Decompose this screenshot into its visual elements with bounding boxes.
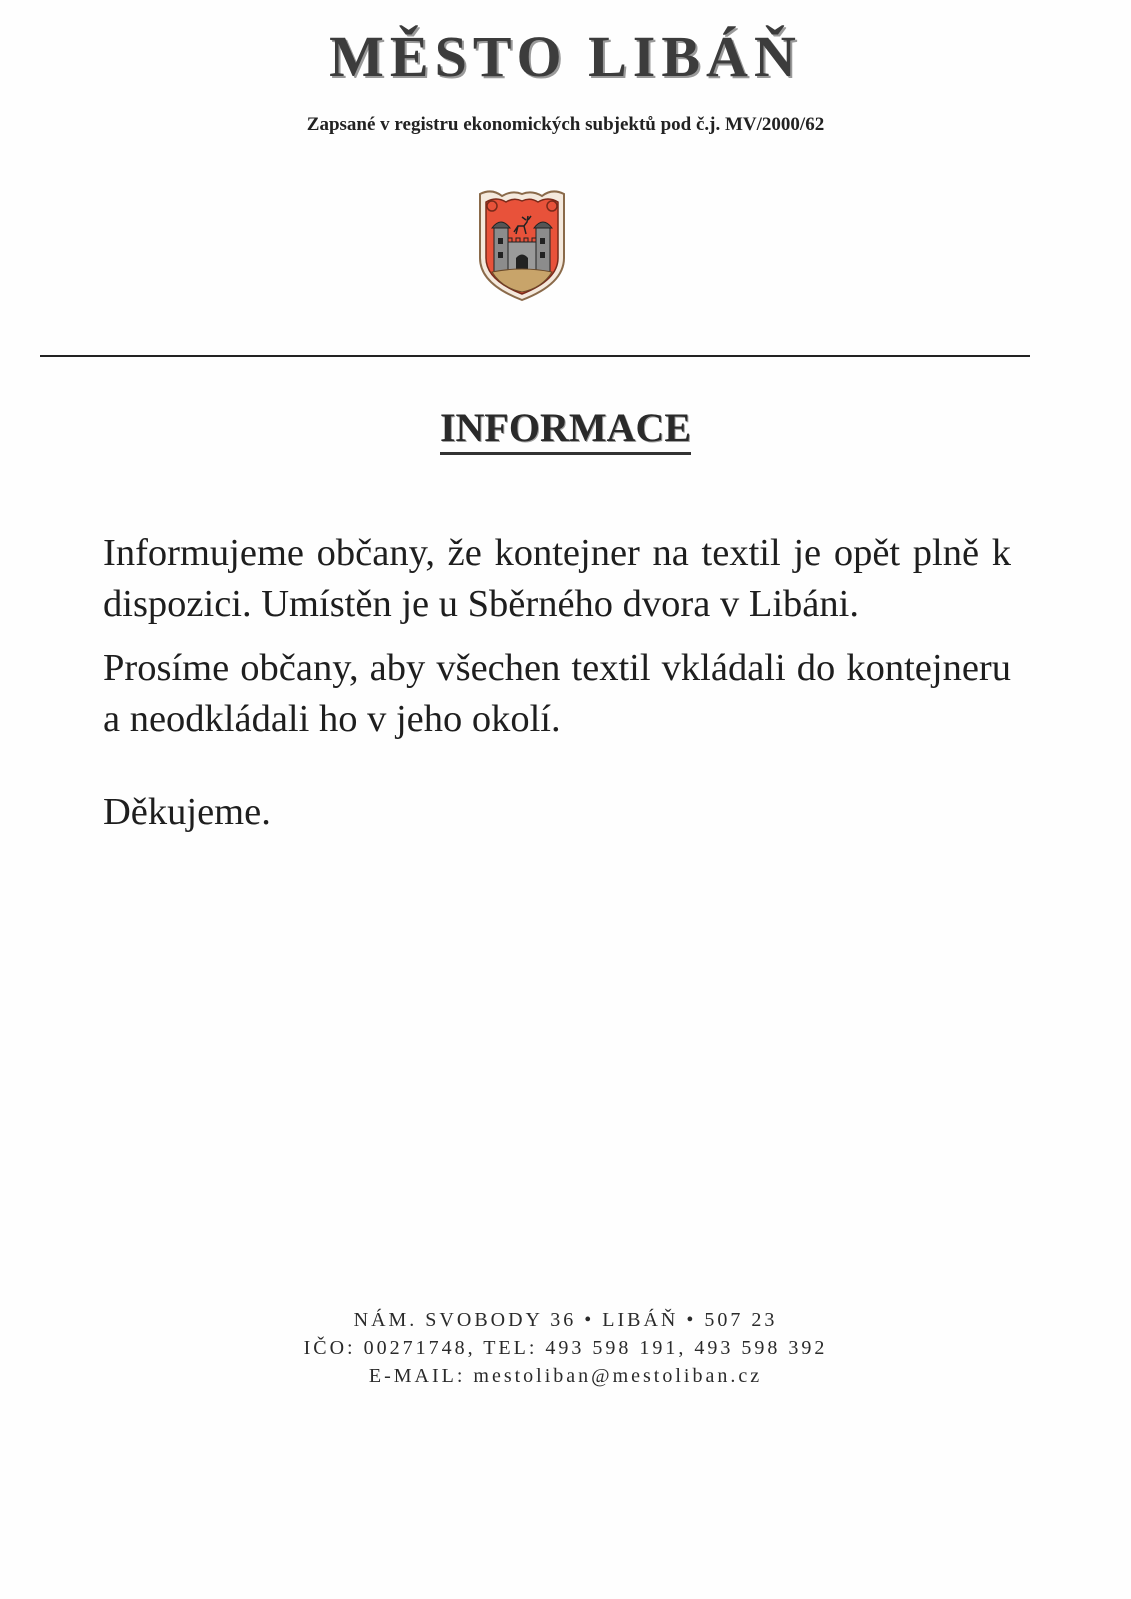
notice-body xyxy=(103,528,1011,851)
footer-address: NÁM. SVOBODY 36 • LIBÁŇ • 507 23 xyxy=(353,1309,778,1331)
footer-email: E-MAIL: mestoliban@mestoliban.cz xyxy=(368,1365,763,1387)
notice-heading xyxy=(0,404,1131,452)
coat-of-arms-icon xyxy=(472,188,572,304)
footer-contact xyxy=(0,1306,1131,1390)
footer-contacts: IČO: 00271748, TEL: 493 598 191, 493 598 392 xyxy=(303,1337,828,1359)
registry-line: Zapsané v registru ekonomických subjektů pod č.j. MV/2000/62 xyxy=(306,114,825,135)
notice-heading-text: INFORMACE xyxy=(440,405,691,455)
notice-paragraph: Informujeme občany, že kontejner na textil je opět plně k dispozici. Umístěn je u Sběrného dvora v Libáni. xyxy=(103,532,1011,625)
header-divider xyxy=(40,355,1030,357)
notice-thanks: Děkujeme. xyxy=(103,791,271,833)
town-title: MĚSTO LIBÁŇ xyxy=(329,24,802,89)
notice-paragraph: Prosíme občany, aby všechen textil vkládali do kontejneru a neodkládali ho v jeho okolí. xyxy=(103,647,1011,740)
